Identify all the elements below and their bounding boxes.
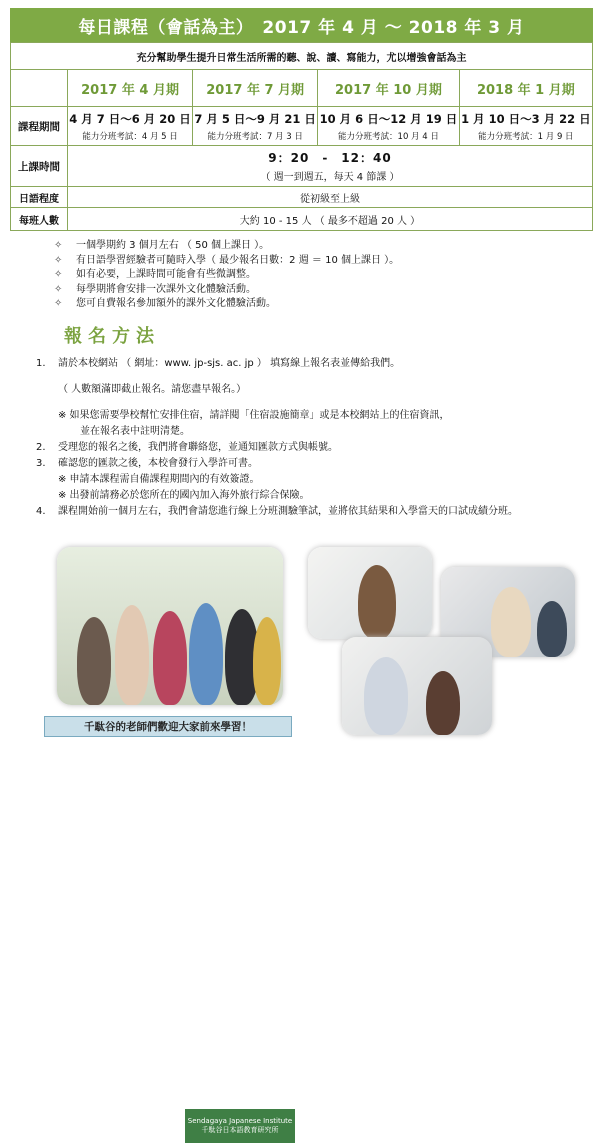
insurance-note: ※ 出發前請務必於您所在的國內加入海外旅行綜合保險。 — [58, 490, 310, 501]
step-number: 3. — [36, 458, 46, 469]
period-header: 2017 年 4 月期 — [68, 70, 193, 107]
step-item — [36, 356, 596, 372]
visa-note: ※ 申請本課程需自備課程期間內的有效簽證。 — [58, 474, 260, 485]
class-size-value: 大約 10 - 15 人 （ 最多不超過 20 人 ） — [68, 208, 593, 231]
list-item — [54, 239, 399, 254]
row-label-schedule: 課程期間 — [11, 107, 68, 146]
placement-exam-date: 能力分班考試：10 月 4 日 — [338, 131, 439, 142]
class-days: （ 週一到週五，每天 4 節課 ） — [260, 172, 400, 183]
step-note: （ 人數額滿即截止報名。請您盡早報名。） — [58, 384, 247, 395]
note-text: 您可自費報名參加額外的課外文化體驗活動。 — [76, 298, 276, 309]
page-title: 每日課程（會話為主） 2017 年 4 月 ～ 2018 年 3 月 — [10, 8, 593, 42]
level-value: 從初級至上級 — [68, 187, 593, 208]
table-subtitle: 充分幫助學生提升日常生活所需的聽、說、讀、寫能力，尤以增強會話為主 — [11, 43, 593, 70]
placement-exam-date: 能力分班考試：1 月 9 日 — [478, 131, 574, 142]
list-item — [54, 268, 399, 283]
placement-exam-date: 能力分班考試：7 月 3 日 — [207, 131, 303, 142]
step-item — [36, 504, 596, 520]
course-dates: 7 月 5 日～9 月 21 日 — [194, 111, 316, 126]
course-dates: 1 月 10 日～3 月 22 日 — [461, 111, 591, 126]
housing-note: ※ 如果您需要學校幫忙安排住宿，請詳閱「住宿設施簡章」或是本校網站上的住宿資訊， — [58, 410, 450, 421]
course-dates: 10 月 6 日～12 月 19 日 — [319, 111, 458, 126]
step-item — [36, 440, 596, 456]
section-heading-application: 報名方法 — [64, 326, 160, 347]
step-text: 課程開始前一個月左右，我們會請您進行線上分班測驗筆試，並將依其結果和入學當天的口試成績分班。 — [58, 506, 518, 517]
diamond-bullet-icon: ✧ — [54, 240, 63, 251]
diamond-bullet-icon: ✧ — [54, 298, 63, 309]
step-text: 請於本校網站 （ 網址：www. jp-sjs. ac. jp ） 填寫線上報名表並傳給我們。 — [58, 358, 401, 369]
list-item — [54, 297, 399, 312]
step-number: 2. — [36, 442, 46, 453]
note-text: 一個學期約 3 個月左右 （ 50 個上課日 ）。 — [76, 240, 270, 251]
course-dates: 4 月 7 日～6 月 20 日 — [69, 111, 191, 126]
row-label-size: 每班人數 — [11, 208, 68, 231]
period-header: 2018 年 1 月期 — [459, 70, 592, 107]
classroom-photo-whiteboard — [308, 547, 432, 639]
list-item — [54, 283, 399, 298]
schedule-cell — [68, 107, 193, 146]
notes-list — [54, 239, 399, 312]
row-label-time: 上課時間 — [11, 146, 68, 187]
note-text: 每學期將會安排一次課外文化體驗活動。 — [76, 283, 256, 295]
schedule-cell — [318, 107, 459, 146]
placement-exam-date: 能力分班考試：4 月 5 日 — [82, 131, 178, 142]
list-item — [54, 254, 399, 269]
photo-caption: 千駄谷的老師們歡迎大家前來學習！ — [44, 716, 292, 737]
note-text: 有日語學習經驗者可隨時入學（ 最少報名日數：2 週 ＝ 10 個上課日 ）。 — [76, 254, 400, 266]
step-number: 4. — [36, 506, 46, 517]
diamond-bullet-icon: ✧ — [54, 269, 63, 280]
step-text: 受理您的報名之後，我們將會聯絡您，並通知匯款方式與帳號。 — [58, 442, 338, 453]
schedule-table — [10, 42, 593, 231]
diamond-bullet-icon: ✧ — [54, 254, 63, 266]
period-header: 2017 年 7 月期 — [193, 70, 318, 107]
school-sign: Sendagaya Japanese Institute 千駄谷日本語教育研究所 — [185, 1109, 295, 1143]
schedule-cell — [193, 107, 318, 146]
diamond-bullet-icon: ✧ — [54, 283, 63, 295]
application-steps — [36, 356, 596, 520]
row-label-level: 日語程度 — [11, 187, 68, 208]
class-hours: 9：20 - 12：40 — [268, 151, 392, 165]
note-text: 如有必要，上課時間可能會有些微調整。 — [76, 269, 256, 280]
period-header: 2017 年 10 月期 — [318, 70, 459, 107]
step-item — [36, 456, 596, 472]
housing-note-cont: 並在報名表中註明清楚。 — [80, 426, 190, 437]
time-cell — [68, 146, 593, 187]
empty-corner-cell — [11, 70, 68, 107]
schedule-cell — [459, 107, 592, 146]
classroom-photo-laughing — [342, 637, 492, 735]
step-text: 確認您的匯款之後，本校會發行入學許可書。 — [58, 458, 258, 469]
step-number: 1. — [36, 358, 46, 369]
